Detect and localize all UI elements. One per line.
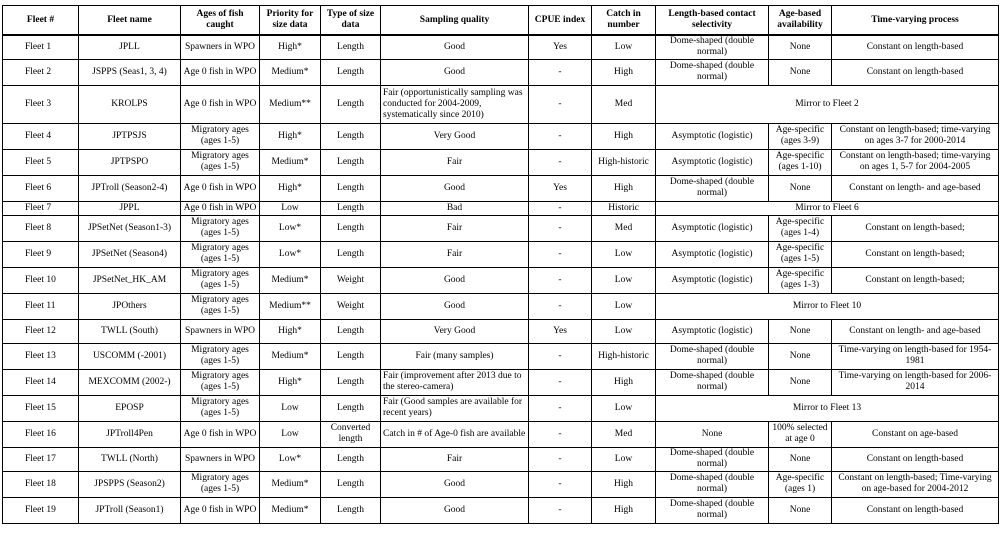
length-selectivity-cell: Dome-shaped (double normal): [656, 343, 769, 369]
time-varying-cell: Constant on length-based; time-varying on ages 3-7 for 2000-2014: [832, 123, 999, 149]
mirror-cell: Mirror to Fleet 10: [656, 293, 999, 319]
age-availability-cell: None: [769, 319, 832, 343]
fleet-number-cell: Fleet 16: [3, 421, 79, 447]
header-catch: Catch in number: [592, 6, 656, 36]
sampling-quality-cell: Good: [381, 293, 529, 319]
priority-cell: High*: [260, 123, 321, 149]
fleet-name-cell: JPSetNet_HK_AM: [79, 267, 181, 293]
fleet-number-cell: Fleet 19: [3, 497, 79, 523]
size-type-cell: Length: [321, 123, 381, 149]
priority-cell: Low*: [260, 241, 321, 267]
table-row: [3, 369, 999, 395]
time-varying-cell: Constant on length-based: [832, 35, 999, 59]
length-selectivity-cell: Asymptotic (logistic): [656, 149, 769, 175]
fleet-number-cell: Fleet 6: [3, 175, 79, 201]
ages-cell: Migratory ages (ages 1-5): [181, 241, 260, 267]
catch-cell: High: [592, 123, 656, 149]
time-varying-cell: Time-varying on length-based for 1954-1981: [832, 343, 999, 369]
priority-cell: Medium*: [260, 497, 321, 523]
time-varying-cell: Constant on length-based; time-varying on ages 1, 5-7 for 2004-2005: [832, 149, 999, 175]
fleet-number-cell: Fleet 1: [3, 35, 79, 59]
size-type-cell: Length: [321, 369, 381, 395]
size-type-cell: Length: [321, 395, 381, 421]
header-cpue: CPUE index: [529, 6, 592, 36]
sampling-quality-cell: Good: [381, 497, 529, 523]
fleet-number-cell: Fleet 3: [3, 85, 79, 123]
sampling-quality-cell: Fair: [381, 215, 529, 241]
fleet-table-container: [0, 5, 1000, 524]
length-selectivity-cell: Asymptotic (logistic): [656, 319, 769, 343]
size-type-cell: Length: [321, 175, 381, 201]
header-size-type: Type of size data: [321, 6, 381, 36]
length-selectivity-cell: Asymptotic (logistic): [656, 241, 769, 267]
header-row: [3, 6, 999, 36]
priority-cell: High*: [260, 35, 321, 59]
fleet-name-cell: JPTroll4Pen: [79, 421, 181, 447]
fleet-number-cell: Fleet 2: [3, 59, 79, 85]
ages-cell: Migratory ages (ages 1-5): [181, 471, 260, 497]
table-row: [3, 149, 999, 175]
time-varying-cell: Constant on length-based;: [832, 241, 999, 267]
size-type-cell: Length: [321, 471, 381, 497]
table-row: [3, 215, 999, 241]
catch-cell: High: [592, 369, 656, 395]
age-availability-cell: Age-specific (ages 1-10): [769, 149, 832, 175]
fleet-name-cell: JPSPPS (Season2): [79, 471, 181, 497]
fleet-number-cell: Fleet 17: [3, 447, 79, 471]
table-row: [3, 241, 999, 267]
age-availability-cell: Age-specific (ages 1): [769, 471, 832, 497]
cpue-cell: -: [529, 497, 592, 523]
time-varying-cell: Constant on length-based: [832, 447, 999, 471]
length-selectivity-cell: Asymptotic (logistic): [656, 267, 769, 293]
cpue-cell: -: [529, 471, 592, 497]
time-varying-cell: Constant on age-based: [832, 421, 999, 447]
table-row: [3, 447, 999, 471]
catch-cell: High-historic: [592, 149, 656, 175]
age-availability-cell: None: [769, 35, 832, 59]
ages-cell: Migratory ages (ages 1-5): [181, 293, 260, 319]
size-type-cell: Weight: [321, 293, 381, 319]
catch-cell: Low: [592, 241, 656, 267]
mirror-cell: Mirror to Fleet 6: [656, 201, 999, 215]
fleet-number-cell: Fleet 10: [3, 267, 79, 293]
cpue-cell: -: [529, 241, 592, 267]
sampling-quality-cell: Good: [381, 267, 529, 293]
ages-cell: Age 0 fish in WPO: [181, 59, 260, 85]
catch-cell: Low: [592, 267, 656, 293]
size-type-cell: Length: [321, 201, 381, 215]
fleet-number-cell: Fleet 8: [3, 215, 79, 241]
priority-cell: Medium**: [260, 293, 321, 319]
cpue-cell: -: [529, 447, 592, 471]
fleet-name-cell: JPTroll (Season1): [79, 497, 181, 523]
fleet-number-cell: Fleet 11: [3, 293, 79, 319]
fleet-name-cell: JPSetNet (Season1-3): [79, 215, 181, 241]
ages-cell: Migratory ages (ages 1-5): [181, 267, 260, 293]
catch-cell: High: [592, 497, 656, 523]
priority-cell: Medium**: [260, 85, 321, 123]
ages-cell: Age 0 fish in WPO: [181, 497, 260, 523]
length-selectivity-cell: Dome-shaped (double normal): [656, 471, 769, 497]
sampling-quality-cell: Fair: [381, 241, 529, 267]
table-row: [3, 175, 999, 201]
table-row: [3, 471, 999, 497]
size-type-cell: Length: [321, 497, 381, 523]
cpue-cell: -: [529, 293, 592, 319]
fleet-name-cell: JPTPSPO: [79, 149, 181, 175]
catch-cell: Med: [592, 85, 656, 123]
ages-cell: Age 0 fish in WPO: [181, 201, 260, 215]
priority-cell: Low*: [260, 447, 321, 471]
ages-cell: Age 0 fish in WPO: [181, 85, 260, 123]
fleet-name-cell: JSPPS (Seas1, 3, 4): [79, 59, 181, 85]
header-fleet-number: Fleet #: [3, 6, 79, 36]
fleet-name-cell: JPSetNet (Season4): [79, 241, 181, 267]
cpue-cell: -: [529, 343, 592, 369]
priority-cell: High*: [260, 175, 321, 201]
catch-cell: High: [592, 175, 656, 201]
fleet-number-cell: Fleet 12: [3, 319, 79, 343]
size-type-cell: Weight: [321, 267, 381, 293]
header-age-availability: Age-based availability: [769, 6, 832, 36]
table-row: [3, 395, 999, 421]
table-row: [3, 123, 999, 149]
length-selectivity-cell: Asymptotic (logistic): [656, 215, 769, 241]
sampling-quality-cell: Very Good: [381, 319, 529, 343]
table-row: [3, 293, 999, 319]
table-row: [3, 59, 999, 85]
fleet-name-cell: JPLL: [79, 35, 181, 59]
cpue-cell: -: [529, 395, 592, 421]
ages-cell: Migratory ages (ages 1-5): [181, 149, 260, 175]
priority-cell: Low: [260, 421, 321, 447]
table-row: [3, 421, 999, 447]
age-availability-cell: None: [769, 447, 832, 471]
length-selectivity-cell: Dome-shaped (double normal): [656, 175, 769, 201]
sampling-quality-cell: Catch in # of Age-0 fish are available: [381, 421, 529, 447]
length-selectivity-cell: Asymptotic (logistic): [656, 123, 769, 149]
length-selectivity-cell: Dome-shaped (double normal): [656, 35, 769, 59]
fleet-name-cell: JPTroll (Season2-4): [79, 175, 181, 201]
catch-cell: Low: [592, 35, 656, 59]
fleet-number-cell: Fleet 14: [3, 369, 79, 395]
length-selectivity-cell: Dome-shaped (double normal): [656, 59, 769, 85]
size-type-cell: Length: [321, 215, 381, 241]
header-sampling-quality: Sampling quality: [381, 6, 529, 36]
sampling-quality-cell: Fair: [381, 149, 529, 175]
sampling-quality-cell: Good: [381, 59, 529, 85]
priority-cell: Low*: [260, 215, 321, 241]
table-row: [3, 267, 999, 293]
catch-cell: Low: [592, 447, 656, 471]
fleet-name-cell: KROLPS: [79, 85, 181, 123]
catch-cell: Low: [592, 319, 656, 343]
age-availability-cell: None: [769, 369, 832, 395]
age-availability-cell: Age-specific (ages 3-9): [769, 123, 832, 149]
age-availability-cell: None: [769, 497, 832, 523]
header-time-varying: Time-varying process: [832, 6, 999, 36]
age-availability-cell: 100% selected at age 0: [769, 421, 832, 447]
priority-cell: Low: [260, 201, 321, 215]
size-type-cell: Length: [321, 85, 381, 123]
time-varying-cell: Constant on length- and age-based: [832, 319, 999, 343]
fleet-number-cell: Fleet 4: [3, 123, 79, 149]
cpue-cell: Yes: [529, 319, 592, 343]
time-varying-cell: Time-varying on length-based for 2006-2014: [832, 369, 999, 395]
fleet-number-cell: Fleet 5: [3, 149, 79, 175]
catch-cell: Low: [592, 395, 656, 421]
catch-cell: Med: [592, 421, 656, 447]
priority-cell: High*: [260, 319, 321, 343]
age-availability-cell: None: [769, 59, 832, 85]
priority-cell: Medium*: [260, 149, 321, 175]
sampling-quality-cell: Good: [381, 471, 529, 497]
cpue-cell: -: [529, 149, 592, 175]
time-varying-cell: Constant on length-based: [832, 59, 999, 85]
fleet-number-cell: Fleet 15: [3, 395, 79, 421]
priority-cell: Medium*: [260, 471, 321, 497]
ages-cell: Migratory ages (ages 1-5): [181, 369, 260, 395]
header-ages: Ages of fish caught: [181, 6, 260, 36]
ages-cell: Migratory ages (ages 1-5): [181, 215, 260, 241]
mirror-cell: Mirror to Fleet 2: [656, 85, 999, 123]
age-availability-cell: Age-specific (ages 1-4): [769, 215, 832, 241]
sampling-quality-cell: Bad: [381, 201, 529, 215]
size-type-cell: Length: [321, 149, 381, 175]
priority-cell: Low: [260, 395, 321, 421]
ages-cell: Spawners in WPO: [181, 35, 260, 59]
age-availability-cell: Age-specific (ages 1-5): [769, 241, 832, 267]
table-row: [3, 85, 999, 123]
catch-cell: Low: [592, 293, 656, 319]
fleet-number-cell: Fleet 7: [3, 201, 79, 215]
time-varying-cell: Constant on length-based;: [832, 267, 999, 293]
header-fleet-name: Fleet name: [79, 6, 181, 36]
table-row: [3, 497, 999, 523]
priority-cell: Medium*: [260, 59, 321, 85]
fleet-number-cell: Fleet 18: [3, 471, 79, 497]
time-varying-cell: Constant on length- and age-based: [832, 175, 999, 201]
ages-cell: Age 0 fish in WPO: [181, 421, 260, 447]
sampling-quality-cell: Fair (improvement after 2013 due to the stereo-camera): [381, 369, 529, 395]
time-varying-cell: Constant on length-based;: [832, 215, 999, 241]
catch-cell: Historic: [592, 201, 656, 215]
table-body: [3, 35, 999, 523]
fleet-number-cell: Fleet 13: [3, 343, 79, 369]
size-type-cell: Length: [321, 35, 381, 59]
length-selectivity-cell: Dome-shaped (double normal): [656, 497, 769, 523]
time-varying-cell: Constant on length-based; Time-varying on age-based for 2004-2012: [832, 471, 999, 497]
table-row: [3, 319, 999, 343]
ages-cell: Migratory ages (ages 1-5): [181, 123, 260, 149]
catch-cell: Med: [592, 215, 656, 241]
ages-cell: Migratory ages (ages 1-5): [181, 343, 260, 369]
size-type-cell: Length: [321, 59, 381, 85]
sampling-quality-cell: Fair (Good samples are available for recent years): [381, 395, 529, 421]
fleet-table: [2, 5, 999, 524]
cpue-cell: -: [529, 421, 592, 447]
header-length-selectivity: Length-based contact selectivity: [656, 6, 769, 36]
priority-cell: High*: [260, 369, 321, 395]
size-type-cell: Length: [321, 241, 381, 267]
cpue-cell: -: [529, 267, 592, 293]
age-availability-cell: None: [769, 175, 832, 201]
fleet-name-cell: JPOthers: [79, 293, 181, 319]
age-availability-cell: None: [769, 343, 832, 369]
table-row: [3, 201, 999, 215]
priority-cell: Medium*: [260, 343, 321, 369]
length-selectivity-cell: Dome-shaped (double normal): [656, 447, 769, 471]
time-varying-cell: Constant on length-based: [832, 497, 999, 523]
length-selectivity-cell: Dome-shaped (double normal): [656, 369, 769, 395]
fleet-name-cell: JPPL: [79, 201, 181, 215]
fleet-name-cell: MEXCOMM (2002-): [79, 369, 181, 395]
ages-cell: Spawners in WPO: [181, 319, 260, 343]
sampling-quality-cell: Fair (many samples): [381, 343, 529, 369]
table-row: [3, 35, 999, 59]
fleet-name-cell: TWLL (North): [79, 447, 181, 471]
catch-cell: High-historic: [592, 343, 656, 369]
cpue-cell: -: [529, 59, 592, 85]
age-availability-cell: Age-specific (ages 1-3): [769, 267, 832, 293]
table-row: [3, 343, 999, 369]
length-selectivity-cell: None: [656, 421, 769, 447]
header-priority: Priority for size data: [260, 6, 321, 36]
fleet-name-cell: EPOSP: [79, 395, 181, 421]
sampling-quality-cell: Fair: [381, 447, 529, 471]
ages-cell: Age 0 fish in WPO: [181, 175, 260, 201]
size-type-cell: Length: [321, 343, 381, 369]
fleet-name-cell: TWLL (South): [79, 319, 181, 343]
sampling-quality-cell: Good: [381, 35, 529, 59]
size-type-cell: Length: [321, 319, 381, 343]
fleet-name-cell: JPTPSJS: [79, 123, 181, 149]
mirror-cell: Mirror to Fleet 13: [656, 395, 999, 421]
cpue-cell: -: [529, 215, 592, 241]
cpue-cell: -: [529, 201, 592, 215]
cpue-cell: Yes: [529, 35, 592, 59]
fleet-name-cell: USCOMM (-2001): [79, 343, 181, 369]
sampling-quality-cell: Very Good: [381, 123, 529, 149]
sampling-quality-cell: Fair (opportunistically sampling was conducted for 2004-2009, systematically since 2010): [381, 85, 529, 123]
priority-cell: Medium*: [260, 267, 321, 293]
size-type-cell: Length: [321, 447, 381, 471]
cpue-cell: -: [529, 369, 592, 395]
catch-cell: High: [592, 471, 656, 497]
ages-cell: Migratory ages (ages 1-5): [181, 395, 260, 421]
cpue-cell: -: [529, 123, 592, 149]
ages-cell: Spawners in WPO: [181, 447, 260, 471]
cpue-cell: Yes: [529, 175, 592, 201]
sampling-quality-cell: Good: [381, 175, 529, 201]
fleet-number-cell: Fleet 9: [3, 241, 79, 267]
catch-cell: High: [592, 59, 656, 85]
cpue-cell: -: [529, 85, 592, 123]
size-type-cell: Converted length: [321, 421, 381, 447]
